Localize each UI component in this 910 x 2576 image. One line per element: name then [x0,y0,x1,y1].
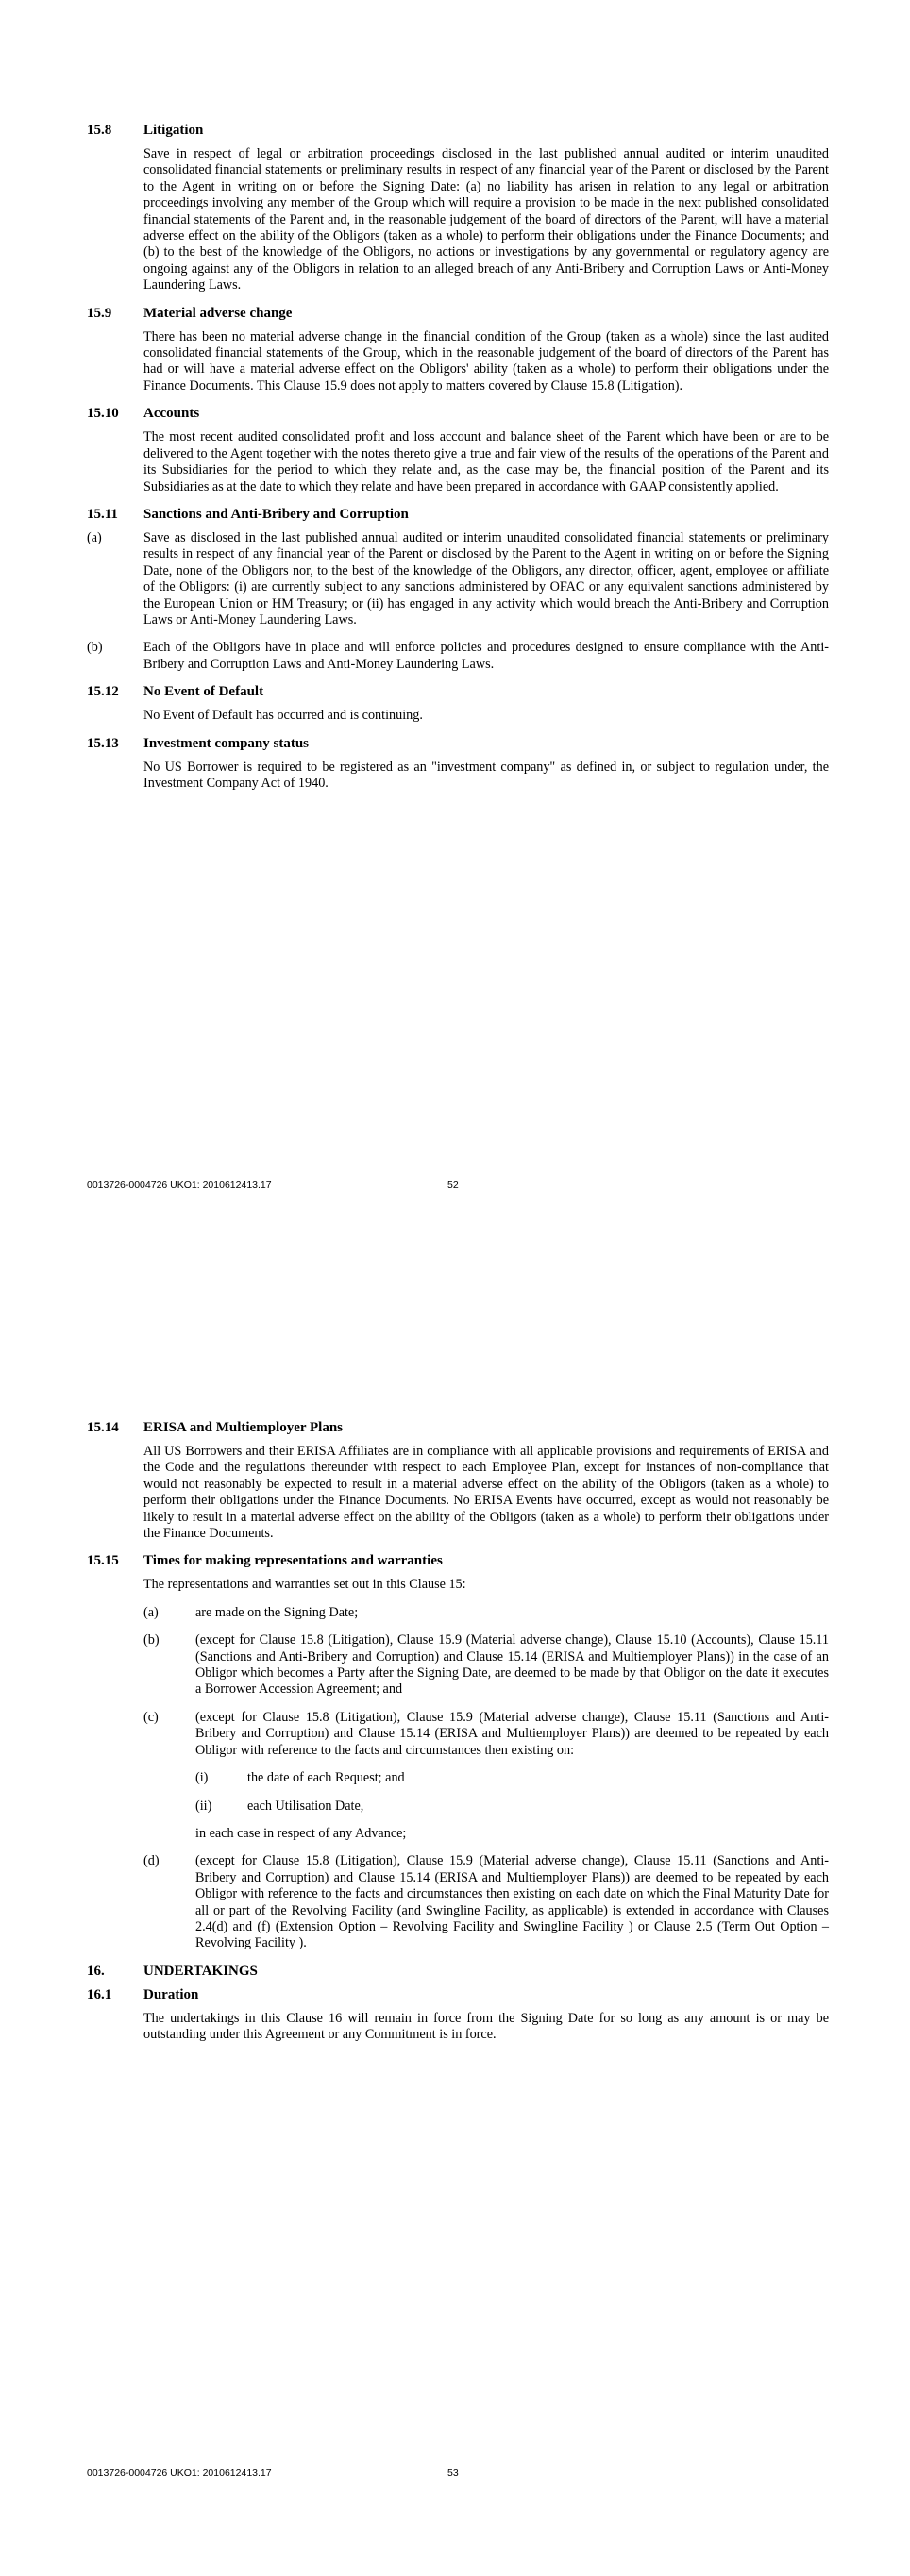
clause-number: 15.14 [87,1420,119,1435]
clause-15-12-text: No Event of Default has occurred and is continuing. [143,708,423,724]
heading-15-11 [87,507,829,523]
item-label: (a) [87,529,102,545]
clause-number: 15.15 [87,1553,119,1569]
item-label: (c) [143,1709,159,1725]
clause-15-9-text: There has been no material adverse change in the financial condition of the Group (taken as a whole) since the last audited consolidated financial statements of the Group, which in the reasonable judgement of the board of directors of the Parent has had or will have a material adverse effect on the Obligors' ability (taken as a whole) to perform their obligations under the Finance Documents. This Clause 15.9 does not apply to matters covered by Clause 15.8 (Litigation). [143,328,829,393]
clause-title: No Event of Default [143,684,264,700]
heading-16 [87,1964,829,1980]
clause-number: 16.1 [87,1986,112,2002]
item-label: (b) [87,640,103,656]
item-label: (b) [143,1632,160,1648]
clause-15-10-text: The most recent audited consolidated profit and loss account and balance sheet of the Parent which have been or are to be delivered to the Agent together with the notes thereto give a true and fair view of the results of the operations of the Parent and its Subsidiaries for the period to which they relate and, as the case may be, the financial position of the Parent and its Subsidiaries as at the date to which they relate and have been prepared in accordance with GAAP consistently applied. [143,429,829,494]
clause-15-15-c-ii [195,1798,829,1815]
document-reference: 0013726-0004726 UKO1: 2010612413.17 [87,1179,272,1191]
clause-16-1-text: The undertakings in this Clause 16 will remain in force from the Signing Date for so long as any amount is or may be outstanding under this Agreement or any Commitment is in force. [143,2010,829,2043]
clause-15-11-a [87,530,829,628]
page-footer [87,2467,459,2479]
clause-title: Material adverse change [143,305,293,321]
heading-15-10 [87,406,829,422]
clause-15-15-b [143,1632,829,1698]
page-53-content [87,1420,829,2055]
clause-15-15-intro: The representations and warranties set out in this Clause 15: [143,1577,466,1593]
page-footer [87,1179,459,1191]
item-label: (i) [195,1770,209,1786]
item-text: (except for Clause 15.8 (Litigation), Clause 15.9 (Material adverse change), Clause 15.11 (Sanctions and Anti-Bribery and Corruption) and Clause 15.14 (ERISA and Multiemployer Plans)) are deemed to be repeated by each Obligor with reference to the facts and circumstances then existing on: [195,1709,829,1758]
clause-title: Sanctions and Anti-Bribery and Corruption [143,506,409,522]
document-reference: 0013726-0004726 UKO1: 2010612413.17 [87,2467,272,2479]
clause-title: ERISA and Multiemployer Plans [143,1420,344,1435]
clause-title: Litigation [143,123,204,138]
clause-15-13-text: No US Borrower is required to be registered as an "investment company" as defined in, or subject to regulation under, the Investment Company Act of 1940. [143,759,829,791]
item-text: are made on the Signing Date; [195,1604,359,1620]
item-label: (ii) [195,1798,212,1814]
clause-title: Accounts [143,406,200,422]
clause-number: 15.13 [87,735,119,751]
clause-15-15-c-tail: in each case in respect of any Advance; [195,1825,407,1841]
item-text: the date of each Request; and [247,1770,405,1786]
heading-15-14 [87,1420,829,1436]
clause-15-14-text: All US Borrowers and their ERISA Affiliates are in compliance with all applicable provisions and requirements of ERISA and the Code and the regulations thereunder with respect to each Employee Plan, except for instances of non-compliance that would not reasonably be expected to result in a material adverse effect on the ability of the Obligors (taken as a whole) to perform their obligations under the Finance Documents. No ERISA Events have occurred, except as would not reasonably be likely to result in a material adverse effect on the ability of the Obligors (taken as a whole) to perform their obligations under the Finance Documents. [143,1444,829,1542]
page-52-content [87,123,829,803]
clause-title: Times for making representations and warranties [143,1553,443,1569]
page-number: 53 [447,2467,459,2479]
heading-15-8 [87,123,829,139]
clause-number: 15.12 [87,684,119,700]
item-text: (except for Clause 15.8 (Litigation), Clause 15.9 (Material adverse change), Clause 15.10 (Accounts), Clause 15.11 (Sanctions and Anti-Bribery and Corruption) and Clause 15.14 (ERISA and Multiemployer Plans)) in the case of an Obligor which becomes a Party after the Signing Date, are deemed to be made by that Obligor on the date it executes a Borrower Accession Agreement; and [195,1632,829,1698]
item-text: Each of the Obligors have in place and will enforce policies and procedures designed to ensure compliance with the Anti-Bribery and Corruption Laws and Anti-Money Laundering Laws. [143,640,829,672]
heading-15-15 [87,1553,829,1569]
heading-15-12 [87,684,829,700]
clause-15-15-c-i [195,1770,829,1786]
heading-15-13 [87,736,829,752]
clause-number: 15.11 [87,506,118,522]
item-text: each Utilisation Date, [247,1798,364,1814]
clause-15-8-text: Save in respect of legal or arbitration proceedings disclosed in the last published annual audited or interim unaudited consolidated financial statements or preliminary results in respect of any financial year of the Parent or disclosed by the Parent to the Agent in writing on or before the Signing Date: (a) no liability has arisen in relation to any legal or arbitration proceedings involving any member of the Group which will require a provision to be made in the next published consolidated financial statements of the Parent and, in the reasonable judgement of the board of directors of the Parent, will have a material adverse effect on the ability of the Obligors (taken as a whole) to perform their obligations under the Finance Documents; and (b) to the best of the knowledge of the Obligors, no actions or investigations by any governmental or regulatory agency are ongoing against any of the Obligors in relation to an alleged breach of any Anti-Bribery and Corruption Laws or Anti-Money Laundering Laws. [143,146,829,293]
item-label: (a) [143,1604,159,1620]
clause-15-15-a [143,1605,829,1621]
item-label: (d) [143,1853,160,1869]
clause-number: 15.8 [87,123,112,138]
page-number: 52 [447,1179,459,1191]
clause-15-11-b [87,640,829,673]
item-text: (except for Clause 15.8 (Litigation), Clause 15.9 (Material adverse change), Clause 15.11 (Sanctions and Anti-Bribery and Corruption) and Clause 15.14 (ERISA and Multiemployer Plans)) are deemed to be repeated by each Obligor with reference to the facts and circumstances then existing on each date on which the Final Maturity Date for all or part of the Revolving Facility (and Swingline Facility, as applicable) is extended in accordance with Clauses 2.4(d) and (f) (Extension Option – Revolving Facility and Swingline Facility ) or Clause 2.5 (Term Out Option – Revolving Facility ). [195,1853,829,1951]
page-53 [0,1288,910,2576]
clause-number: 15.10 [87,406,119,422]
clause-number: 16. [87,1963,105,1979]
clause-title: UNDERTAKINGS [143,1963,258,1979]
clause-15-15-d [143,1853,829,1951]
heading-16-1 [87,1987,829,2003]
clause-title: Duration [143,1986,199,2002]
clause-15-15-c [143,1710,829,1759]
clause-number: 15.9 [87,305,112,321]
item-text: Save as disclosed in the last published annual audited or interim unaudited consolidated financial statements or preliminary results in respect of any financial year of the Parent or disclosed by the Parent to the Agent in writing on or before the Signing Date, none of the Obligors nor, to the best of the knowledge of the Obligors, any director, officer, agent, employee or affiliate of the Obligors: (i) are currently subject to any sanctions administered by OFAC or any equivalent sanctions administered by the European Union or HM Treasury; or (ii) has engaged in any activity which would breach the Anti-Bribery and Corruption Laws or Anti-Money Laundering Laws. [143,529,829,627]
clause-title: Investment company status [143,735,310,751]
heading-15-9 [87,306,829,322]
